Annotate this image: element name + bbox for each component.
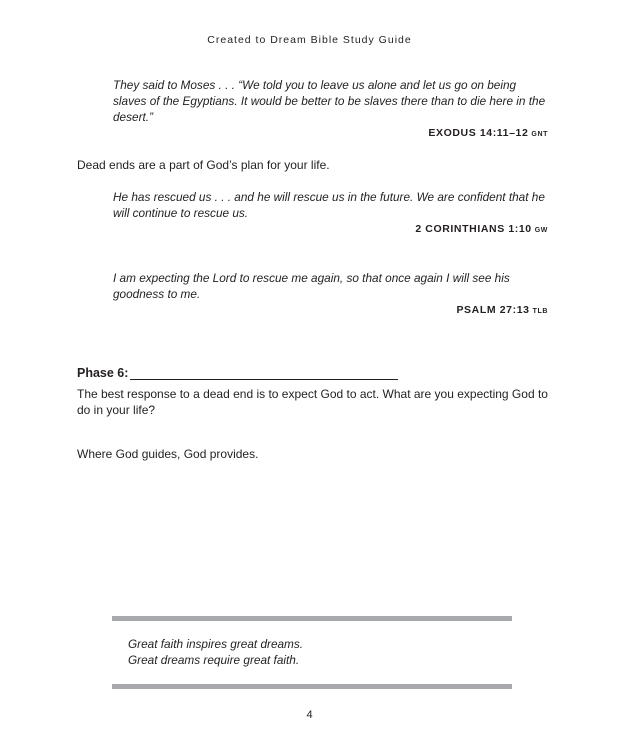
- closing-top-rule: [112, 616, 512, 621]
- closing-line-1: Great faith inspires great dreams.: [128, 637, 304, 651]
- closing-line-2: Great dreams require great faith.: [128, 653, 300, 667]
- phase-blank-line[interactable]: [130, 366, 398, 380]
- scripture-reference-psalm: [456, 304, 548, 316]
- version-abbr: GW: [534, 227, 548, 234]
- closing-quote: [128, 636, 303, 668]
- version-abbr: TLB: [532, 308, 548, 315]
- reference-text: EXODUS 14:11–12: [428, 127, 529, 139]
- phase-heading: [77, 366, 398, 380]
- statement-dead-ends: Dead ends are a part of God’s plan for your life.: [77, 158, 330, 172]
- phase-label: Phase 6:: [77, 366, 129, 380]
- reference-text: PSALM 27:13: [456, 304, 530, 316]
- running-header: Created to Dream Bible Study Guide: [207, 34, 412, 46]
- scripture-quote-exodus: They said to Moses . . . “We told you to leave us alone and let us go on being slaves of the Egyptians. It would be better to be slaves there than to die here in the desert.”: [113, 78, 546, 124]
- scripture-quote-psalm: I am expecting the Lord to rescue me again, so that once again I will see his goodness to me.: [113, 271, 510, 301]
- statement-god-provides: Where God guides, God provides.: [77, 447, 259, 461]
- closing-bottom-rule: [112, 684, 512, 689]
- version-abbr: GNT: [531, 131, 548, 138]
- scripture-reference-exodus: [428, 127, 548, 139]
- page-number: 4: [306, 709, 313, 721]
- scripture-reference-corinthians: [415, 223, 548, 235]
- phase-question: The best response to a dead end is to expect God to act. What are you expecting God to do in your life?: [77, 387, 548, 417]
- reference-text: 2 CORINTHIANS 1:10: [415, 223, 532, 235]
- scripture-quote-corinthians: He has rescued us . . . and he will rescue us in the future. We are confident that he will continue to rescue us.: [113, 190, 545, 220]
